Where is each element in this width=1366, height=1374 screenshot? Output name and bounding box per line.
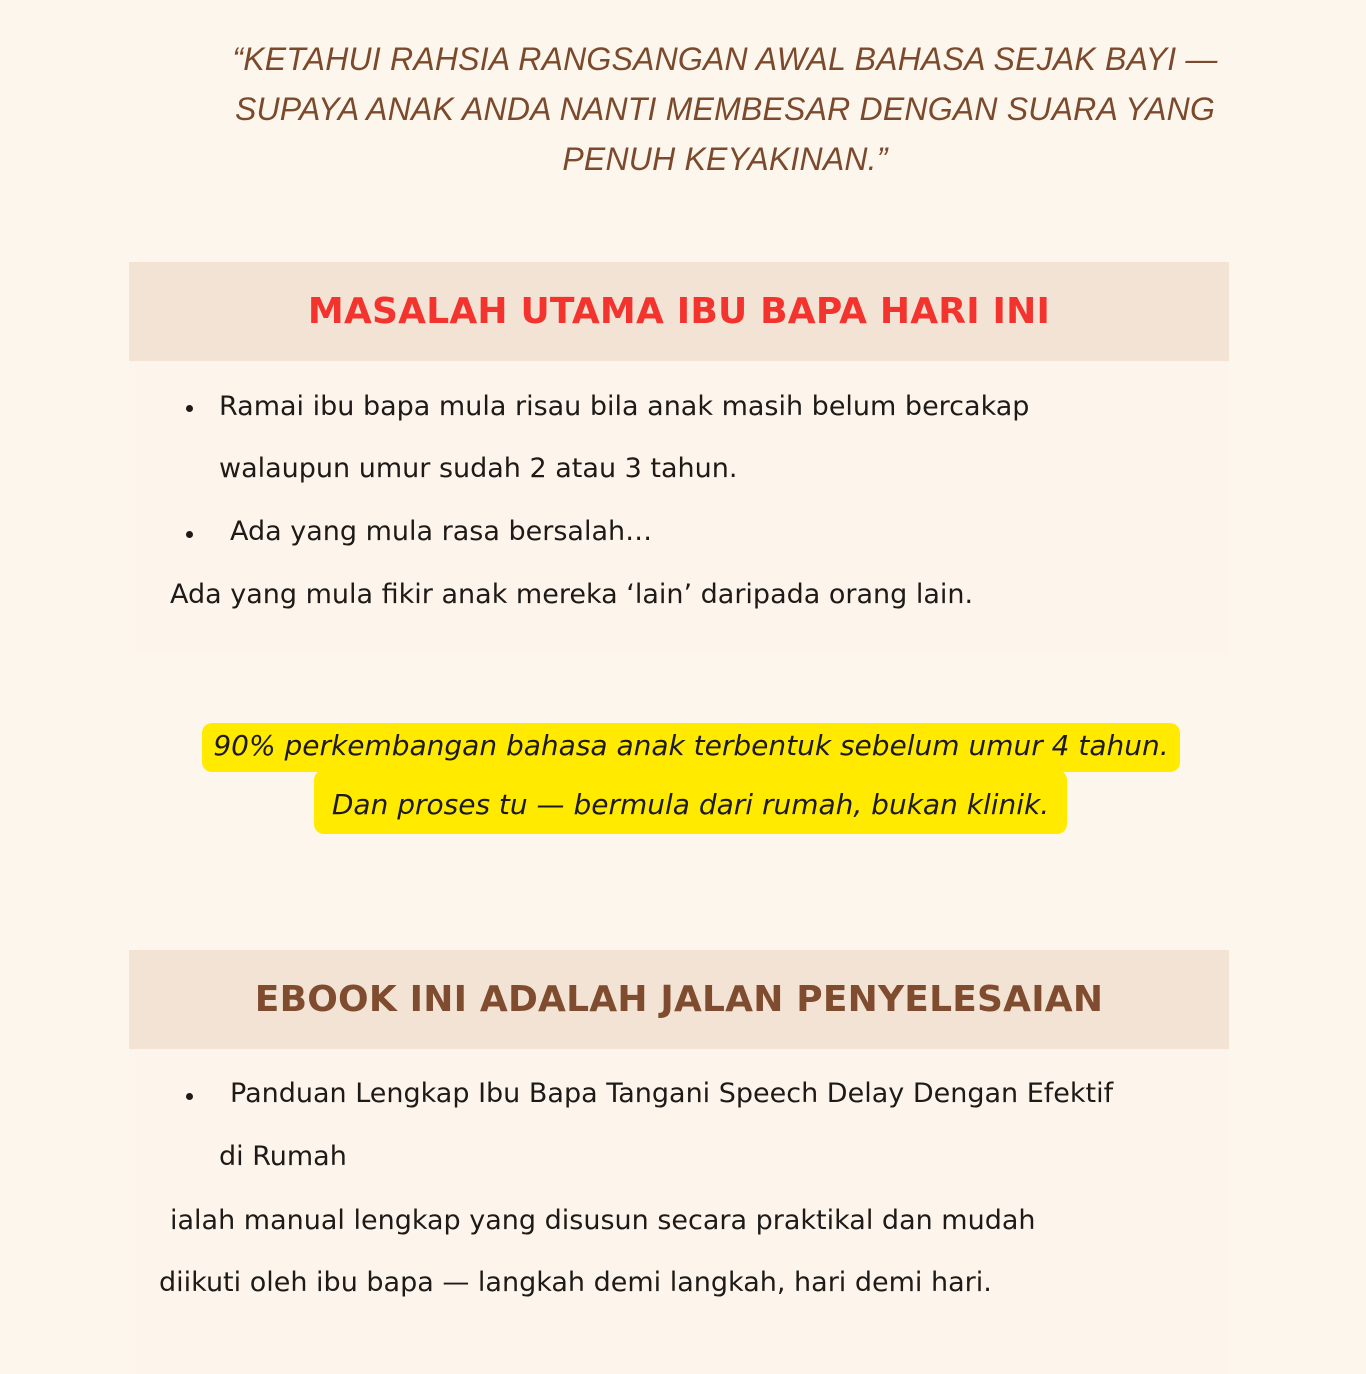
highlight-line-2: Dan proses tu — bermula dari rumah, bukan klinik. <box>314 770 1067 834</box>
section-solution-header <box>129 950 1229 1049</box>
section-problem-title: MASALAH UTAMA IBU BAPA HARI INI <box>307 291 1051 332</box>
bullet-icon <box>186 531 193 538</box>
solution-plain-line-2: diikuti oleh ibu bapa — langkah demi langkah, hari demi hari. <box>159 1267 992 1298</box>
problem-bullet-1-line-2: walaupun umur sudah 2 atau 3 tahun. <box>219 453 738 484</box>
quote-line-1: “KETAHUI RAHSIA RANGSANGAN AWAL BAHASA SEJAK BAYI — <box>232 41 1218 77</box>
problem-bullet-2: Ada yang mula rasa bersalah… <box>230 516 653 547</box>
quote-line-3: PENUH KEYAKINAN.” <box>562 141 888 177</box>
bullet-icon <box>186 1093 193 1100</box>
section-solution-title: EBOOK INI ADALAH JALAN PENYELESAIAN <box>254 979 1104 1020</box>
highlight-line-1: 90% perkembangan bahasa anak terbentuk sebelum umur 4 tahun. <box>202 723 1180 772</box>
headline-quote <box>230 34 1220 184</box>
bullet-icon <box>186 405 193 412</box>
solution-bullet-1-line-2: di Rumah <box>219 1141 347 1172</box>
problem-bullet-1-line-1: Ramai ibu bapa mula risau bila anak masih belum bercakap <box>219 391 1030 422</box>
quote-line-2: SUPAYA ANAK ANDA NANTI MEMBESAR DENGAN SUARA YANG <box>234 91 1216 127</box>
solution-plain-line-1: ialah manual lengkap yang disusun secara praktikal dan mudah <box>170 1205 1036 1236</box>
solution-bullet-1-line-1: Panduan Lengkap Ibu Bapa Tangani Speech Delay Dengan Efektif <box>230 1078 1114 1109</box>
section-problem-header <box>129 262 1229 361</box>
problem-plain-line: Ada yang mula fikir anak mereka ‘lain’ daripada orang lain. <box>170 579 974 610</box>
